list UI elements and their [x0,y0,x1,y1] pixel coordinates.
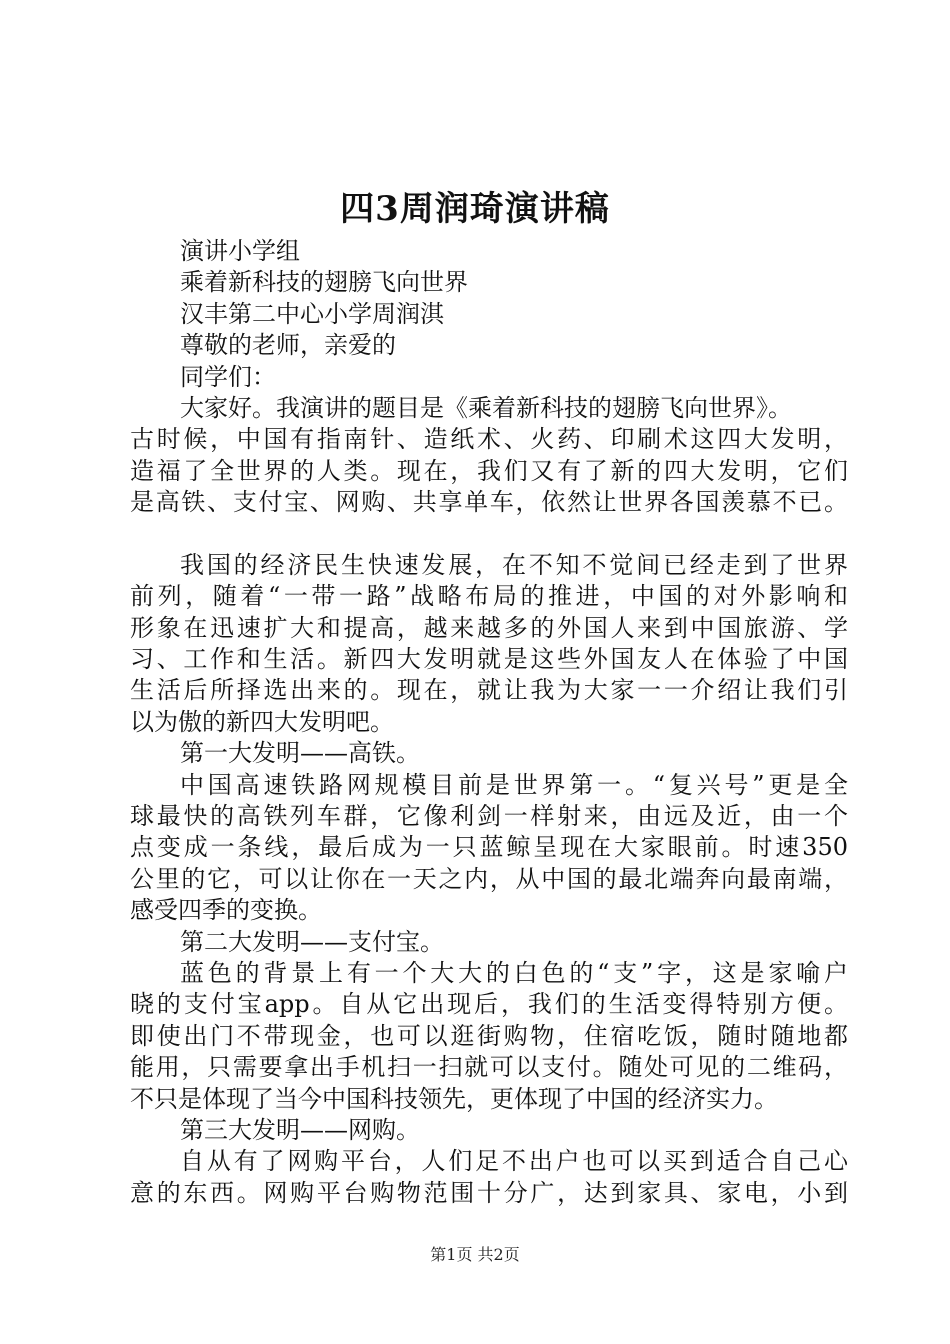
paragraph-line: 我国的经济民生快速发展，在不知不觉间已经走到了世界 [180,550,848,579]
paragraph-line: 以为傲的新四大发明吧。 [130,707,394,736]
paragraph-line: 即使出门不带现金，也可以逛街购物，住宿吃饭，随时随地都 [130,1021,848,1050]
paragraph-line: 公里的它，可以让你在一天之内，从中国的最北端奔向最南端， [130,864,848,893]
paragraph-line: 晓的支付宝app。自从它出现后，我们的生活变得特别方便。 [130,990,848,1019]
header-line: 同学们： [180,362,276,391]
paragraph-line: 不只是体现了当今中国科技领先，更体现了中国的经济实力。 [130,1084,778,1113]
paragraph-line: 自从有了网购平台，人们足不出户也可以买到适合自己心 [180,1147,848,1176]
paragraph-line: 前列，随着“一带一路”战略布局的推进，中国的对外影响和 [130,582,848,611]
document-body [130,236,848,1209]
paragraph-line: 大家好。我演讲的题目是《乘着新科技的翅膀飞向世界》。 [180,393,792,422]
paragraph-line: 蓝色的背景上有一个大大的白色的“支”字，这是家喻户 [180,958,848,987]
header-line: 尊敬的老师，亲爱的 [180,331,396,360]
paragraph-line: 是高铁、支付宝、网购、共享单车，依然让世界各国羡慕不已。 [130,488,848,517]
document-title: 四3周润琦演讲稿 [340,189,610,229]
paragraph-line: 形象在迅速扩大和提高，越来越多的外国人来到中国旅游、学 [130,613,848,642]
paragraph-line: 生活后所择选出来的。现在，就让我为大家一一介绍让我们引 [130,676,848,705]
paragraph-line: 点变成一条线，最后成为一只蓝鲸呈现在大家眼前。时速350 [130,833,848,862]
paragraph-line: 中国高速铁路网规模目前是世界第一。“复兴号”更是全 [180,770,848,799]
page-footer: 第1页 共2页 [430,1245,520,1264]
header-line: 演讲小学组 [180,237,300,265]
paragraph-line: 习、工作和生活。新四大发明就是这些外国友人在体验了中国 [130,645,848,674]
paragraph-line: 能用，只需要拿出手机扫一扫就可以支付。随处可见的二维码， [130,1053,848,1082]
paragraph-line: 造福了全世界的人类。现在，我们又有了新的四大发明，它们 [130,456,848,485]
section-heading: 第三大发明——网购。 [180,1115,420,1144]
paragraph-line: 古时候，中国有指南针、造纸术、火药、印刷术这四大发明， [130,425,848,454]
paragraph-line: 意的东西。网购平台购物范围十分广，达到家具、家电，小到 [130,1178,848,1207]
paragraph-gap [130,519,848,550]
paragraph-line: 感受四季的变换。 [130,896,322,925]
section-heading: 第二大发明——支付宝。 [180,927,444,956]
paragraph-line: 球最快的高铁列车群，它像利剑一样射来，由远及近，由一个 [130,802,848,831]
header-line: 汉丰第二中心小学周润淇 [180,299,444,328]
section-heading: 第一大发明——高铁。 [180,739,420,768]
header-line: 乘着新科技的翅膀飞向世界 [180,268,468,297]
